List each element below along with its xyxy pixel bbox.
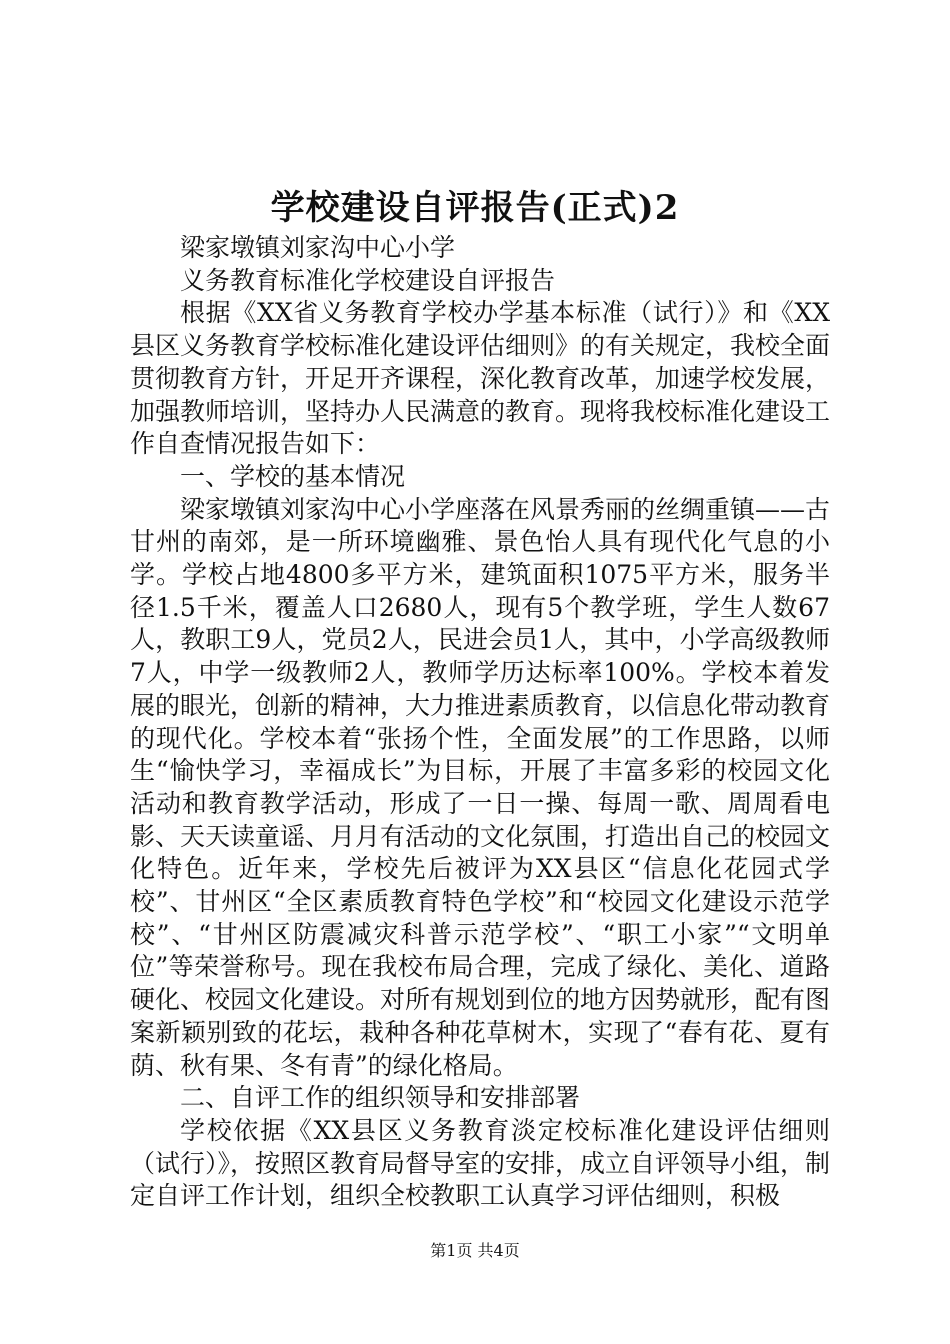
document-title: 学校建设自评报告(正式)2 [270, 188, 680, 228]
section-heading-2: 二、自评工作的组织领导和安排部署 [180, 1083, 581, 1113]
organization-paragraph: 学校依据《XX县区义务教育淡定校标准化建设评估细则（试行）》，按照区教育局督导室的安排，成立自评领导小组，制定自评工作计划，组织全校教职工认真学习评估细则，积极 [130, 1115, 831, 1211]
school-name-line: 梁家墩镇刘家沟中心小学 [180, 233, 456, 262]
intro-paragraph: 根据《XX省义务教育学校办学基本标准（试行）》和《XX县区义务教育学校标准化建设评估细则》的有关规定，我校全面贯彻教育方针，开足开齐课程，深化教育改革，加速学校发展，加强教师培训，坚持办人民满意的教育。现将我校标准化建设工作自查情况报告如下： [130, 298, 831, 459]
school-basic-info-paragraph: 梁家墩镇刘家沟中心小学座落在风景秀丽的丝绸重镇——古甘州的南郊，是一所环境幽雅、景色怡人具有现代化气息的小学。学校占地4800多平方米，建筑面积1075平方米，服务半径1.5千米，覆盖人口2680人，现有5个教学班，学生人数67人，教职工9人，党员2人，民进会员1人，其中，小学高级教师7人，中学一级教师2人，教师学历达标率100%。学校本着发展的眼光，创新的精神，大力推进素质教育，以信息化带动教育的现代化。学校本着“张扬个性，全面发展”的工作思路，以师生“愉快学习，幸福成长”为目标，开展了丰富多彩的校园文化活动和教育教学活动，形成了一日一操、每周一歌、周周看电影、天天读童谣、月月有活动的文化氛围，打造出自己的校园文化特色。近年来，学校先后被评为XX县区“信息化花园式学校”、甘州区“全区素质教育特色学校”和“校园文化建设示范学校”、“甘州区防震减灾科普示范学校”、“职工小家”“文明单位”等荣誉称号。现在我校布局合理，完成了绿化、美化、道路硬化、校园文化建设。对所有规划到位的地方因势就形，配有图案新颖别致的花坛，栽种各种花草树木，实现了“春有花、夏有荫、秋有果、冬有青”的绿化格局。 [130, 494, 831, 1080]
report-subtitle-line: 义务教育标准化学校建设自评报告 [180, 265, 556, 295]
document-body [130, 232, 830, 1213]
section-heading-1: 一、学校的基本情况 [180, 461, 406, 491]
page-footer: 第1页 共4页 [430, 1241, 520, 1260]
